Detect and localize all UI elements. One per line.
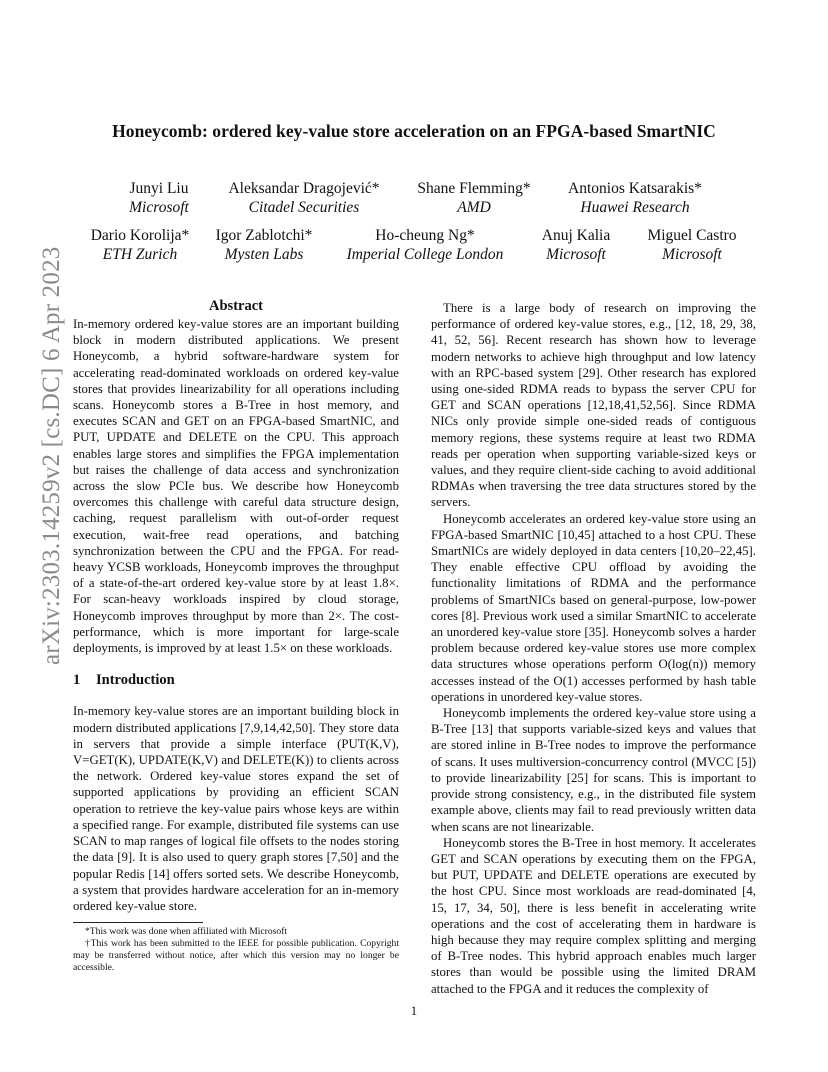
paper-title: Honeycomb: ordered key-value store acceleration on an FPGA-based SmartNIC [112, 121, 716, 141]
author-name: Anuj Kalia [541, 227, 611, 244]
author-block [80, 226, 200, 264]
author-affiliation: Mysten Labs [224, 246, 304, 263]
section-heading [73, 672, 399, 688]
author-block [214, 179, 394, 217]
author-affiliation: Huawei Research [580, 199, 690, 216]
author-name: Junyi Liu [129, 180, 189, 197]
author-block [208, 226, 320, 264]
author-affiliation: Imperial College London [346, 246, 504, 263]
author-block [404, 179, 544, 217]
author-name: Shane Flemming* [417, 180, 531, 197]
author-affiliation: Citadel Securities [248, 199, 360, 216]
author-block [555, 179, 715, 217]
author-affiliation: Microsoft [662, 246, 722, 263]
section-title: Introduction [96, 672, 175, 689]
author-block [334, 226, 516, 264]
abstract-text: In-memory ordered key-value stores are an important building block in modern distributed applications. We present Honeycomb, a hybrid software-hardware system for accelerating read-dominated workloads on ordered key-value stores that provides linearizability for all operations including scans. Honeycomb stores a B-Tree in host memory, and executes SCAN and GET on an FPGA-based SmartNIC, and PUT, UPDATE and DELETE on the CPU. This approach enables large stores and simplifies the FPGA implementation but raises the challenge of data access and synchronization across the slow PCIe bus. We describe how Honeycomb overcomes this challenge with careful data structure design, caching, request parallelism with out-of-order request execution, wait-free read operations, and batching synchronization between the CPU and the FPGA. For read-heavy YCSB workloads, Honeycomb improves the throughput of a state-of-the-art ordered key-value store by at least 1.8×. For scan-heavy workloads inspired by cloud storage, Honeycomb improves throughput by more than 2×. The cost-performance, which is more important for large-scale deployments, is improved by at least 1.5× on these workloads. [73, 317, 399, 656]
abstract-heading: Abstract [209, 298, 263, 314]
arxiv-identifier: arXiv:2303.14259v2 [cs.DC] 6 Apr 2023 [38, 246, 65, 665]
author-block [530, 226, 622, 264]
body-paragraph: Honeycomb stores the B-Tree in host memory. It accelerates GET and SCAN operations by executing them on the FPGA, but PUT, UPDATE and DELETE operations are executed by the host CPU. Since most workloads are read-dominated [4, 15, 17, 34, 50], there is less benefit in accelerating write operations and the cost of accelerating them in hardware is high because they may require complex splitting and merging of B-Tree nodes. This hybrid approach enables much larger stores than would be possible using the limited DRAM attached to the FPGA and it reduces the complexity of [431, 835, 756, 996]
author-name: Dario Korolija* [90, 227, 190, 244]
author-block [104, 179, 214, 217]
author-affiliation: Microsoft [546, 246, 606, 263]
body-paragraph: Honeycomb implements the ordered key-value store using a B-Tree [13] that supports variable-sized keys and values that are stored inline in B-Tree nodes to improve the performance of scans. It uses multiversion-concurrency control (MVCC [5]) to provide linearizability [25] for scans. This is important to provide strong consistency, e.g., in the distributed file system example above, clients may fail to read previously written data when scans are not linearizable. [431, 706, 756, 834]
section-number: 1 [73, 672, 81, 689]
body-paragraph: Honeycomb accelerates an ordered key-value store using an FPGA-based SmartNIC [10,45] attached to a host CPU. These SmartNICs are widely deployed in data centers [10,20–22,45]. They enable effective CPU offload by avoiding the functionality limitations of RDMA and the performance problems of SmartNICs based on general-purpose, low-power cores [8]. Previous work used a similar SmartNIC to accelerate an unordered key-value store [35]. Honeycomb solves a harder problem because ordered key-value stores use more complex data structures whose operations perform O(log(n)) memory accesses instead of the O(1) accesses performed by hash table operations in unordered key-value stores. [431, 511, 756, 704]
footnote-rule [73, 922, 203, 923]
right-column [431, 300, 756, 997]
author-name: Aleksandar Dragojević* [228, 180, 380, 197]
author-name: Antonios Katsarakis* [568, 180, 702, 197]
page-number: 1 [410, 1004, 418, 1018]
author-block [636, 226, 748, 264]
author-affiliation: Microsoft [129, 199, 189, 216]
footnote: *This work was done when affiliated with Microsoft [85, 926, 288, 938]
left-column [73, 297, 399, 974]
author-affiliation: ETH Zurich [102, 246, 178, 263]
intro-paragraph: In-memory key-value stores are an important building block in modern distributed applications [7,9,14,42,50]. They store data in servers that provide a simple interface (PUT(K,V), V=GET(K), UPDATE(K,V) and DELETE(K)) to clients across the network. Ordered key-value stores expand the set of supported applications by providing an efficient SCAN operation to retrieve the key-value pairs whose keys are within a specified range. For example, distributed file systems can use SCAN to map ranges of logical file offsets to the nodes storing the data [9]. It is also used to query graph stores [7,50] and the popular Redis [14] offers sorted sets. We describe Honeycomb, a system that provides hardware acceleration for an in-memory ordered key-value store. [73, 704, 399, 913]
author-name: Igor Zablotchi* [215, 227, 313, 244]
author-name: Miguel Castro [647, 227, 737, 244]
body-paragraph: There is a large body of research on improving the performance of ordered key-value stores, e.g., [12, 18, 29, 38, 41, 52, 56]. Recent research has shown how to leverage modern networks to achieve high throughput and low latency with an RPC-based system [29]. Other research has explored using one-sided RDMA reads to bypass the server CPU for GET and SCAN operations [12,18,41,52,56]. Since RDMA NICs only provide simple one-sided reads of contiguous memory regions, these systems require at least two RDMA reads per operation when supporting variable-sized keys or values, and they require client-side caching to avoid additional RDMAs when traversing the tree data structures stored by the servers. [431, 301, 756, 510]
author-name: Ho-cheung Ng* [375, 227, 475, 244]
footnote: †This work has been submitted to the IEEE for possible publication. Copyright may be transferred without notice, after which this version may no longer be accessible. [73, 938, 399, 974]
author-affiliation: AMD [457, 199, 491, 216]
